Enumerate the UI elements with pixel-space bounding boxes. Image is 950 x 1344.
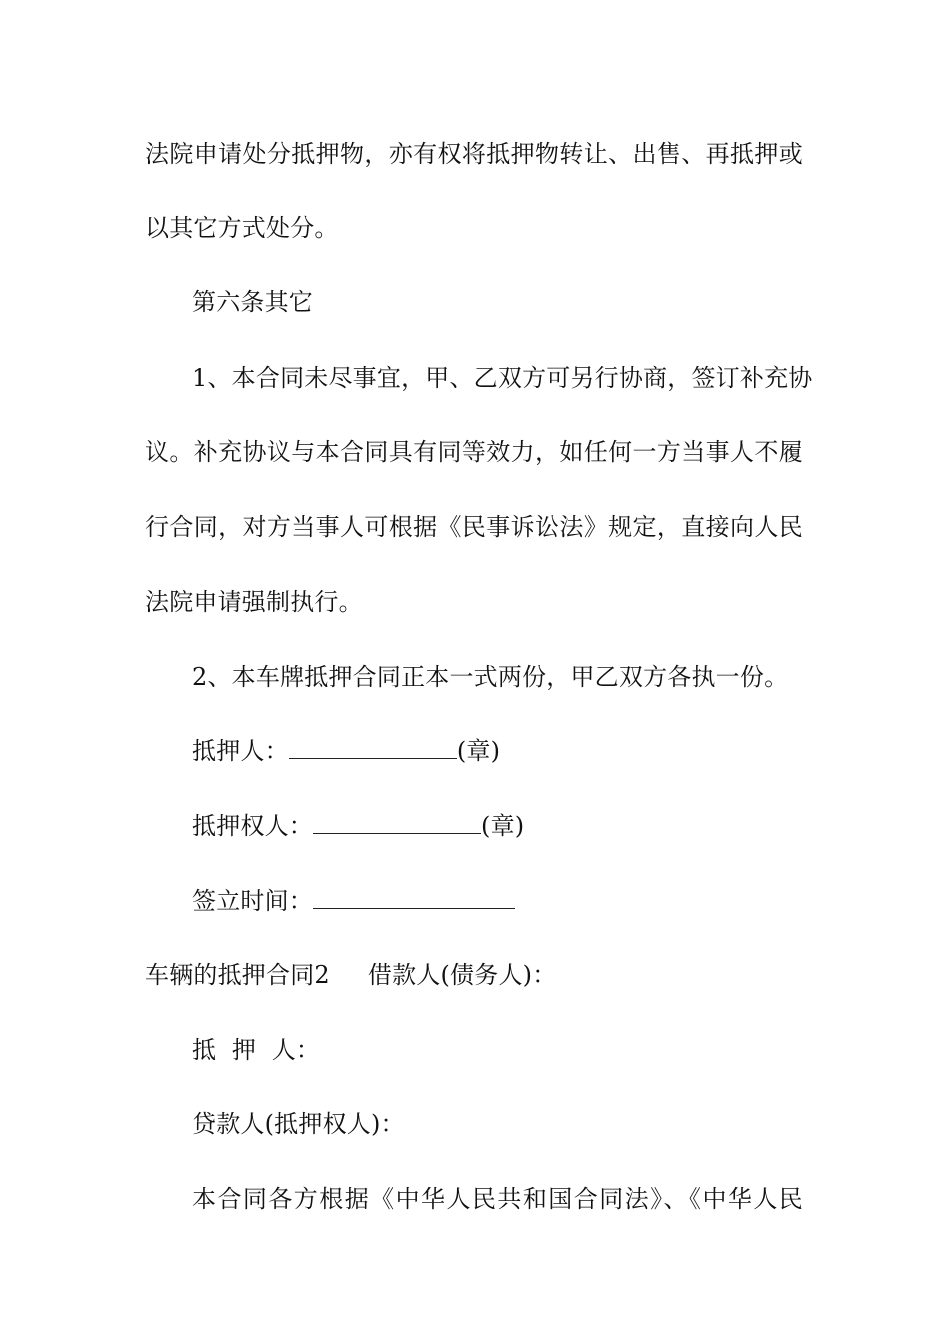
paragraph-line: 法院申请处分抵押物，亦有权将抵押物转让、出售、再抵押或 <box>145 140 803 168</box>
mortgagee-signature-line[interactable] <box>313 811 481 834</box>
paragraph-line: 行合同，对方当事人可根据《民事诉讼法》规定，直接向人民 <box>145 513 803 541</box>
date-signature-line[interactable] <box>313 886 515 909</box>
paragraph-line: 1、本合同未尽事宜，甲、乙双方可另行协商，签订补充协 <box>192 364 813 392</box>
mortgagor-signature-line[interactable] <box>289 736 457 759</box>
paragraph-line: 本合同各方根据《中华人民共和国合同法》、《中华人民 <box>192 1185 803 1213</box>
mortgagee-seal-label: (章) <box>481 812 525 840</box>
paragraph-line: 2、本车牌抵押合同正本一式两份，甲乙双方各执一份。 <box>192 663 789 691</box>
mortgagor-label: 抵押人： <box>192 737 289 765</box>
date-label: 签立时间： <box>192 887 313 915</box>
paragraph-line: 以其它方式处分。 <box>145 214 339 242</box>
contract-title: 车辆的抵押合同2 <box>145 961 330 989</box>
mortgagee-label: 抵押权人： <box>192 812 313 840</box>
lender-party-label: 贷款人(抵押权人)： <box>192 1110 405 1138</box>
contract-heading-row <box>145 960 556 990</box>
mortgagee-signature-row <box>192 811 524 841</box>
mortgagor-seal-label: (章) <box>456 737 501 765</box>
paragraph-line: 议。补充协议与本合同具有同等效力，如任何一方当事人不履 <box>145 438 803 466</box>
borrower-label: 借款人(债务人)： <box>367 961 557 989</box>
paragraph-line: 法院申请强制执行。 <box>145 588 363 616</box>
mortgagor-signature-row <box>192 736 500 766</box>
date-signature-row <box>192 886 515 916</box>
mortgagor-party-label: 抵 押 人： <box>192 1036 321 1064</box>
section-heading: 第六条其它 <box>192 288 313 316</box>
